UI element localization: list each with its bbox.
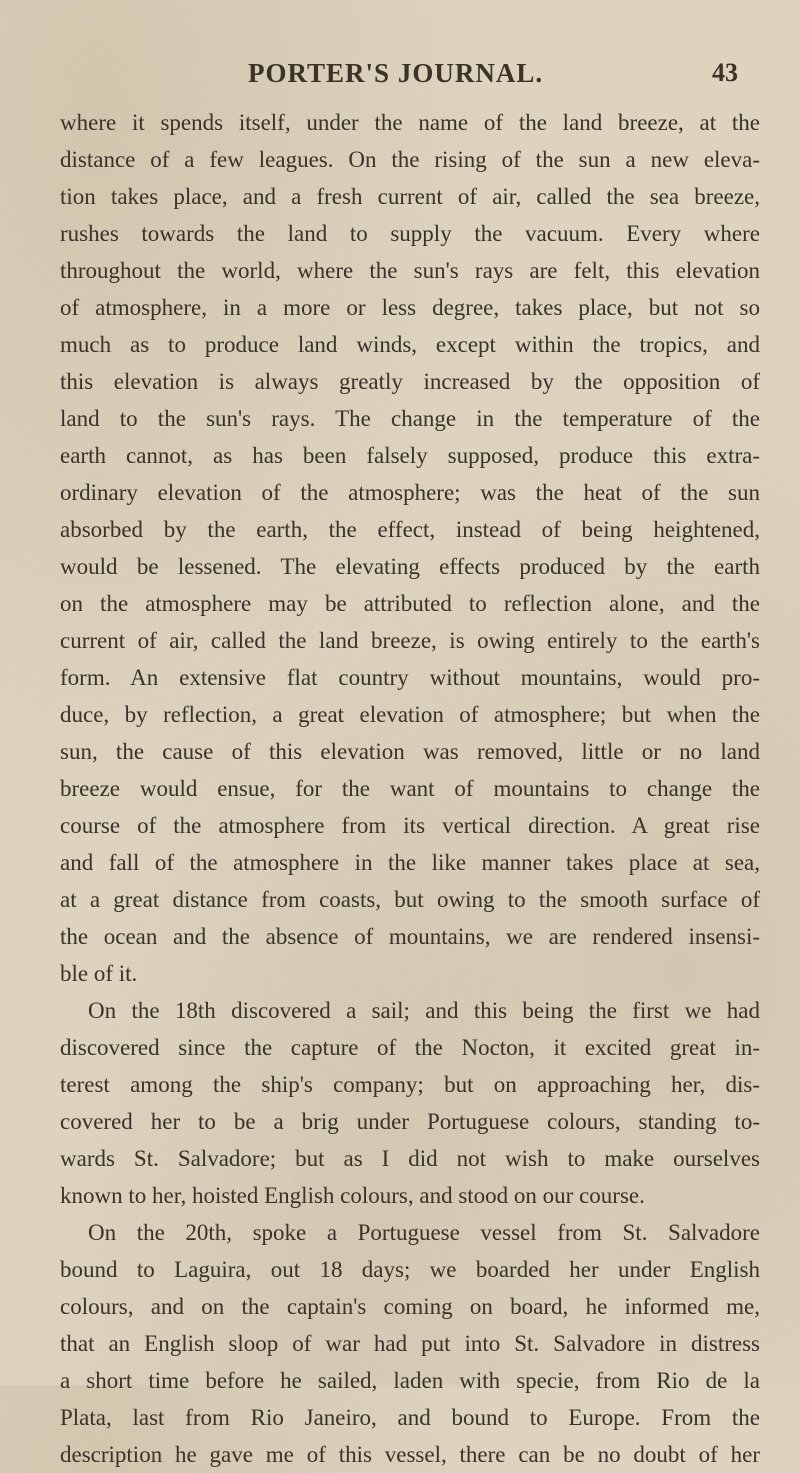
text-line: description he gave me of this vessel, there can be no doubt of her (60, 1442, 760, 1467)
text-line: the ocean and the absence of mountains, we are rendered insensi- (60, 924, 760, 949)
text-line: throughout the world, where the sun's rays are felt, this elevation (60, 258, 760, 283)
text-line: bound to Laguira, out 18 days; we boarded her under English (60, 1257, 760, 1282)
text-line: distance of a few leagues. On the rising of the sun a new eleva- (60, 147, 760, 172)
text-line: land to the sun's rays. The change in the temperature of the (60, 406, 760, 431)
running-title: PORTER'S JOURNAL. (248, 58, 544, 88)
text-line: earth cannot, as has been falsely supposed, produce this extra- (60, 443, 760, 468)
text-line: ble of it. (60, 961, 138, 986)
text-line: Plata, last from Rio Janeiro, and bound to Europe. From the (60, 1405, 760, 1430)
text-line: this elevation is always greatly increased by the opposition of (60, 369, 760, 394)
text-line: a short time before he sailed, laden with specie, from Rio de la (60, 1368, 760, 1393)
text-line: covered her to be a brig under Portuguese colours, standing to- (60, 1109, 760, 1134)
text-line: of atmosphere, in a more or less degree, takes place, but not so (60, 295, 760, 320)
text-line: course of the atmosphere from its vertical direction. A great rise (60, 813, 760, 838)
text-line: would be lessened. The elevating effects produced by the earth (60, 554, 760, 579)
text-line: wards St. Salvadore; but as I did not wish to make ourselves (60, 1146, 760, 1171)
text-line: sun, the cause of this elevation was removed, little or no land (60, 739, 760, 764)
text-line: that an English sloop of war had put into St. Salvadore in distress (60, 1331, 760, 1356)
text-line: at a great distance from coasts, but owing to the smooth surface of (60, 887, 760, 912)
text-line: On the 18th discovered a sail; and this being the first we had (88, 998, 760, 1023)
text-line: form. An extensive flat country without mountains, would pro- (60, 665, 760, 690)
text-line: where it spends itself, under the name of the land breeze, at the (60, 110, 760, 135)
text-line: On the 20th, spoke a Portuguese vessel from St. Salvadore (88, 1220, 760, 1245)
running-head (48, 58, 738, 94)
text-line: ordinary elevation of the atmosphere; was the heat of the sun (60, 480, 760, 505)
text-line: duce, by reflection, a great elevation of atmosphere; but when the (60, 702, 760, 727)
text-line: known to her, hoisted English colours, and stood on our course. (60, 1183, 645, 1208)
text-line: terest among the ship's company; but on approaching her, dis- (60, 1072, 760, 1097)
body-text (60, 104, 760, 1473)
text-line: much as to produce land winds, except within the tropics, and (60, 332, 760, 357)
text-line: rushes towards the land to supply the vacuum. Every where (60, 221, 760, 246)
text-line: absorbed by the earth, the effect, instead of being heightened, (60, 517, 760, 542)
text-line: breeze would ensue, for the want of mountains to change the (60, 776, 760, 801)
text-line: tion takes place, and a fresh current of air, called the sea breeze, (60, 184, 760, 209)
text-line: colours, and on the captain's coming on board, he informed me, (60, 1294, 760, 1319)
text-line: and fall of the atmosphere in the like manner takes place at sea, (60, 850, 760, 875)
text-line: discovered since the capture of the Nocton, it excited great in- (60, 1035, 760, 1060)
text-line: current of air, called the land breeze, is owing entirely to the earth's (60, 628, 760, 653)
text-line: on the atmosphere may be attributed to reflection alone, and the (60, 591, 760, 616)
page-number: 43 (712, 58, 738, 87)
